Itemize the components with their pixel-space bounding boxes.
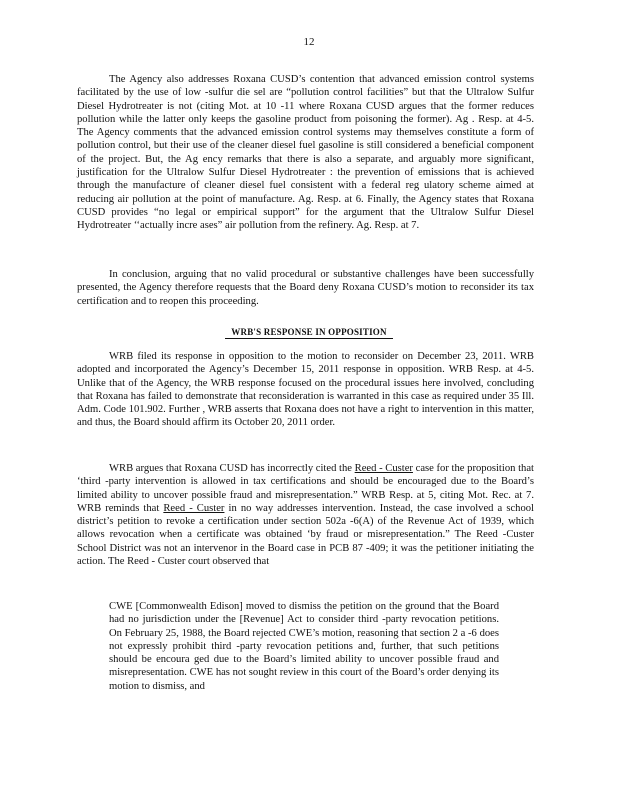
paragraph-wrb-response: WRB filed its response in opposition to the motion to reconsider on December 23, 2011. WRB adopted and incorporated the Agency’s December 15, 2011 response in opposition. WRB Resp. at 4-5. Unlike that of the Agency, the WRB response focused on the procedural issues here involved, concluding that Roxana has failed to demonstrate that reconsideration is warranted in this case as required under 35 Ill. Adm. Code 101.902. Further , WRB asserts that Roxana does not have a right to intervention in this matter, and thus, the Board should affirm its October 20, 2011 order.: [77, 351, 534, 429]
paragraph-agency-addresses: The Agency also addresses Roxana CUSD’s contention that advanced emission control systems facilitated by the use of low -sulfur die sel are “pollution control facilities” but that the Ultralow Sulfur Diesel Hydrotreater is not (citing Mot. at 10 -11 where Roxana CUSD argues that the former reduces pollution while the latter only keeps the gasoline product from poisoning the former). Ag . Resp. at 4-5. The Agency comments that the advanced emission control systems may themselves constitute a form of pollution control, but their use of the cleaner diesel fuel gasoline is still considered a beneficial component of the project. But, the Ag ency remarks that there is also a separate, and arguably more significant, justification for the Ultralow Sulfur Diesel Hydrotreater : the prevention of emissions that is achieved through the manufacture of cleaner diesel fuel consistent with a federal reg ulatory scheme aimed at reducing air pollution at the point of manufacture. Ag. Resp. at 6. Finally, the Agency states that Roxana CUSD provides “no legal or empirical support” for the argument that the Ultralow Sulfur Diesel Hydrotreater ‘‘actually incre ases” air pollution from the refinery. Ag. Resp. at 7.: [77, 74, 534, 232]
reed-custer-text-3: in no way addresses intervention. Instead, the case involved a school district’s petition to revoke a certification under section 502a -6(A) of the Revenue Act of 1939, which allows revocation when a certificate was obtained ‘by fraud or misrepresentation.” The Reed -Custer School District was not an intervenor in the Board case in PCB 87 -409; it was the petitioner initiating the action. The Reed - Custer court observed that: [77, 502, 534, 568]
paragraph-reed-custer: [77, 462, 534, 568]
case-name-reed-custer-2: Reed - Custer: [163, 502, 225, 514]
block-quote: CWE [Commonwealth Edison] moved to dismiss the petition on the ground that the Board had no jurisdiction under the [Revenue] Act to consider third -party revocation petitions. On February 25, 1988, the Board rejected CWE’s motion, reasoning that section 2 a -6 does not expressly prohibit third -party revocation petitions and, further, that such petitions should be encoura ged due to the Board’s limited ability to uncover possible fraud and misrepresentation. CWE has not sought review in this court of the Board’s order denying its motion to dismiss, and: [109, 601, 499, 692]
case-name-reed-custer: Reed - Custer: [354, 463, 413, 474]
reed-custer-text-1: WRB argues that Roxana CUSD has incorrectly cited the: [109, 463, 355, 474]
paragraph-conclusion: In conclusion, arguing that no valid procedural or substantive challenges have been successfully presented, the Agency therefore requests that the Board deny Roxana CUSD’s motion to reconsider its tax certification and to reopen this proceeding.: [77, 269, 534, 307]
section-heading: [0, 326, 618, 339]
reed-custer-text-2: case for the proposition that ‘third -party intervention is allowed in tax certifications and should be encouraged due to the Board’s limited ability to uncover possible fraud and misrepresentation.” WRB Resp. at 5, citing Mot. Rec. at 7. WRB reminds that: [77, 463, 534, 514]
section-heading-text: WRB'S RESPONSE IN OPPOSITION: [225, 327, 392, 339]
page-number: 12: [303, 36, 315, 48]
